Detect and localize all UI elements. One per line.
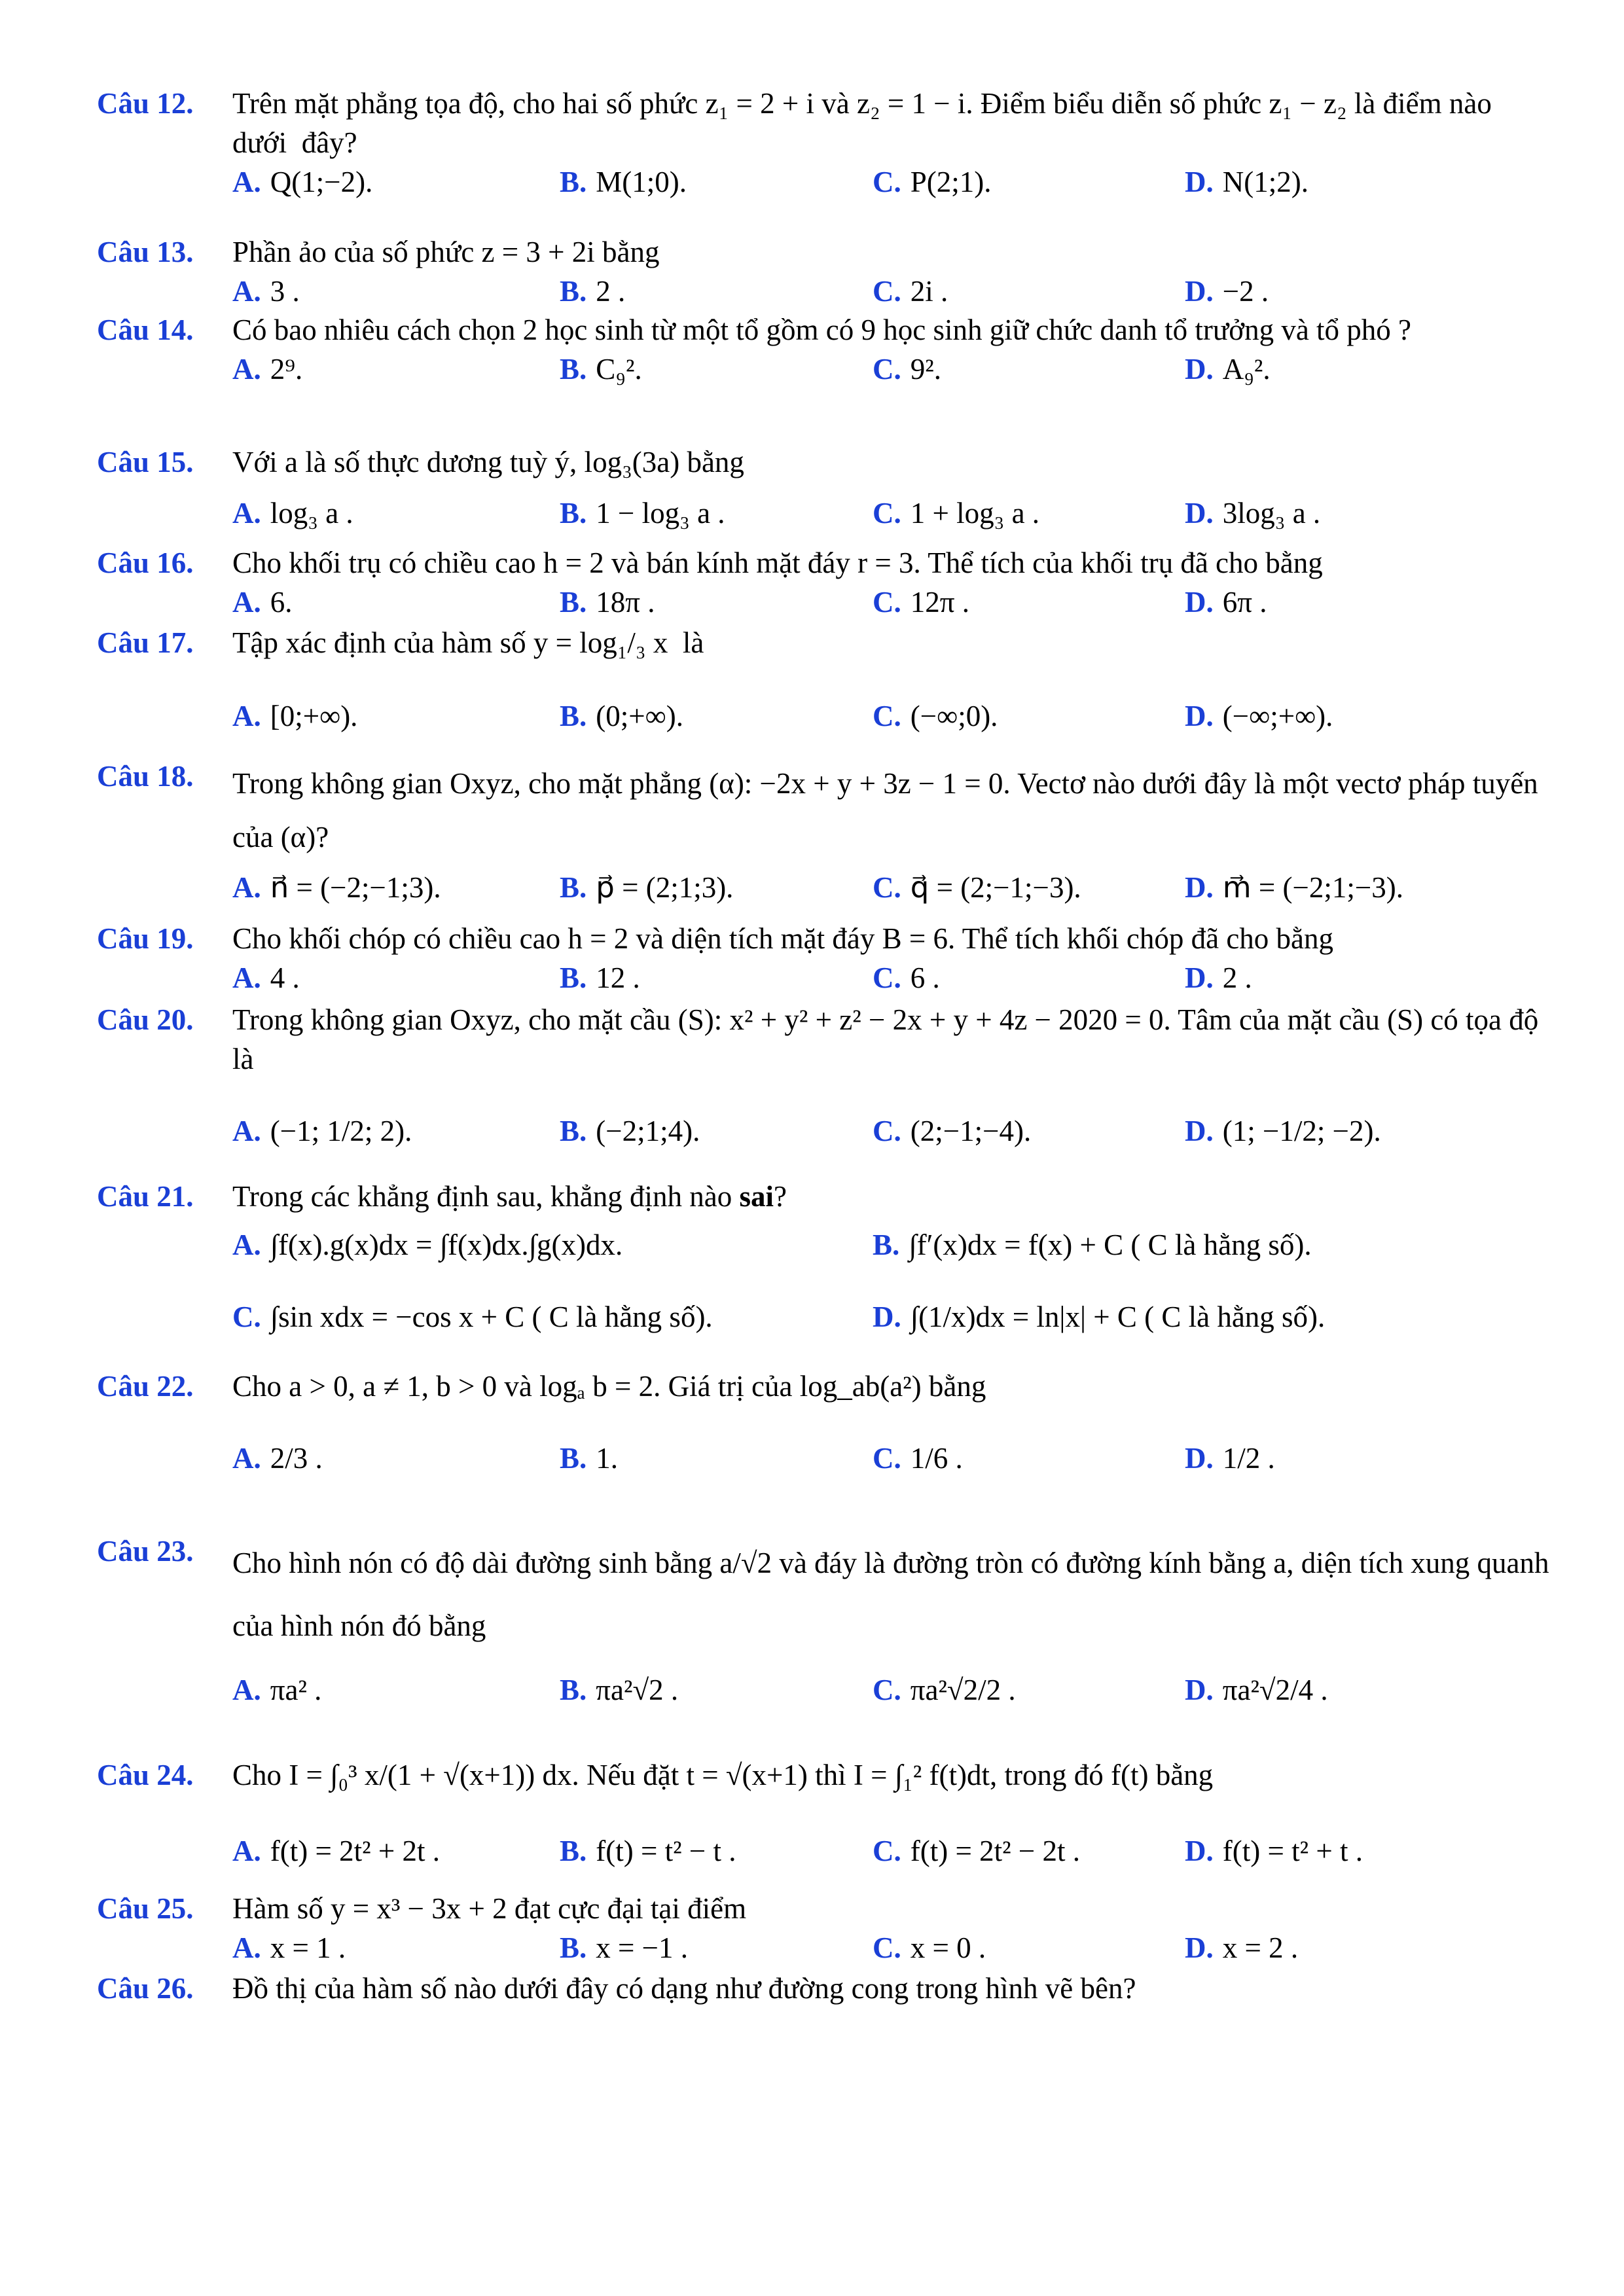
question-number: Câu 24. [97, 1759, 194, 1791]
question-number: Câu 25. [97, 1892, 194, 1925]
question-text: Cho khối trụ có chiều cao h = 2 và bán kính mặt đáy r = 3. Thể tích của khối trụ đã cho bằng [232, 547, 1323, 579]
option-a[interactable]: A. Q(1;−2). [232, 166, 373, 198]
option-d[interactable]: D. ∫(1/x)dx = ln|x| + C ( C là hằng số). [873, 1300, 1326, 1333]
option-c[interactable]: C. 1 + log₃ a . [873, 497, 1040, 529]
option-d[interactable]: D. (1; −1/2; −2). [1185, 1115, 1381, 1147]
option-a[interactable]: A. ∫f(x).g(x)dx = ∫f(x)dx.∫g(x)dx. [232, 1229, 623, 1261]
answer-options [232, 272, 1550, 314]
question-text: Hàm số y = x³ − 3x + 2 đạt cực đại tại điểm [232, 1892, 747, 1925]
answer-options [232, 1439, 1550, 1480]
option-b[interactable]: B. πa²√2 . [560, 1674, 679, 1706]
option-c[interactable]: C. ∫sin xdx = −cos x + C ( C là hằng số). [232, 1300, 713, 1333]
option-c[interactable]: C. f(t) = 2t² − 2t . [873, 1835, 1080, 1867]
option-d[interactable]: D. f(t) = t² + t . [1185, 1835, 1363, 1867]
option-d[interactable]: D. 6π . [1185, 586, 1267, 619]
option-c[interactable]: C. (2;−1;−4). [873, 1115, 1032, 1147]
question-number: Câu 21. [97, 1180, 194, 1213]
option-b[interactable]: B. ∫f′(x)dx = f(x) + C ( C là hằng số). [873, 1229, 1312, 1261]
option-b[interactable]: B. p⃗ = (2;1;3). [560, 871, 734, 904]
question-18 [97, 757, 1550, 910]
question-14 [97, 310, 1550, 391]
question-text: Cho hình nón có độ dài đường sinh bằng a/√2 và đáy là đường tròn có đường kính bằng a, diện tích xung quanh của hình nón đó bằng [232, 1547, 1557, 1642]
question-12 [97, 84, 1550, 204]
question-24 [97, 1755, 1550, 1873]
option-a[interactable]: A. log₃ a . [232, 497, 353, 529]
answer-options [232, 162, 1550, 204]
question-20 [97, 1000, 1550, 1153]
option-d[interactable]: D. x = 2 . [1185, 1931, 1299, 1964]
option-b[interactable]: B. 18π . [560, 586, 655, 619]
option-c[interactable]: C. q⃗ = (2;−1;−3). [873, 871, 1081, 904]
answer-options-row-1 [232, 1225, 1550, 1267]
question-text: Với a là số thực dương tuỳ ý, log₃(3a) bằng [232, 446, 744, 478]
answer-options [232, 958, 1550, 1000]
option-d[interactable]: D. 3log₃ a . [1185, 497, 1321, 529]
answer-options [232, 1831, 1550, 1873]
question-text: Trong không gian Oxyz, cho mặt phẳng (α): −2x + y + 3z − 1 = 0. Vectơ nào dưới đây là một vectơ pháp tuyến của (α)? [232, 767, 1545, 853]
option-a[interactable]: A. f(t) = 2t² + 2t . [232, 1835, 440, 1867]
option-a[interactable]: A. (−1; 1/2; 2). [232, 1115, 412, 1147]
option-c[interactable]: C. πa²√2/2 . [873, 1674, 1016, 1706]
question-19 [97, 919, 1550, 1000]
question-23 [97, 1532, 1557, 1712]
option-b[interactable]: B. (0;+∞). [560, 700, 683, 732]
option-a[interactable]: A. 4 . [232, 961, 300, 994]
question-number: Câu 12. [97, 87, 194, 120]
question-text: Trong các khẳng định sau, khẳng định nào sai? [232, 1180, 787, 1213]
answer-options [232, 1111, 1550, 1153]
question-21 [97, 1177, 1550, 1339]
option-b[interactable]: B. 12 . [560, 961, 640, 994]
option-d[interactable]: D. πa²√2/4 . [1185, 1674, 1328, 1706]
question-26 [97, 1969, 1550, 2008]
option-c[interactable]: C. 1/6 . [873, 1442, 963, 1475]
question-text: Cho I = ∫₀³ x/(1 + √(x+1)) dx. Nếu đặt t = √(x+1) thì I = ∫₁² f(t)dt, trong đó f(t) bằng [232, 1759, 1214, 1791]
option-c[interactable]: C. 6 . [873, 961, 940, 994]
answer-options [232, 350, 1550, 391]
option-c[interactable]: C. 12π . [873, 586, 969, 619]
question-number: Câu 15. [97, 446, 194, 478]
answer-options-row-2 [232, 1297, 1550, 1339]
option-c[interactable]: C. 2i . [873, 275, 948, 308]
option-b[interactable]: B. 1 − log₃ a . [560, 497, 725, 529]
option-a[interactable]: A. n⃗ = (−2;−1;3). [232, 871, 441, 904]
question-number: Câu 16. [97, 547, 194, 579]
option-d[interactable]: D. −2 . [1185, 275, 1269, 308]
option-a[interactable]: A. πa² . [232, 1674, 322, 1706]
option-d[interactable]: D. A₉². [1185, 353, 1271, 386]
question-number: Câu 17. [97, 626, 194, 659]
option-c[interactable]: C. 9². [873, 353, 941, 386]
option-b[interactable]: B. x = −1 . [560, 1931, 689, 1964]
option-c[interactable]: C. x = 0 . [873, 1931, 986, 1964]
question-text: Trên mặt phẳng tọa độ, cho hai số phức z₁ = 2 + i và z₂ = 1 − i. Điểm biểu diễn số phức z₁ − z₂ là điểm nào dưới đây? [232, 87, 1500, 159]
option-a[interactable]: A. 2/3 . [232, 1442, 323, 1475]
question-number: Câu 22. [97, 1370, 194, 1403]
question-number: Câu 26. [97, 1972, 194, 2005]
question-text: Đồ thị của hàm số nào dưới đây có dạng như đường cong trong hình vẽ bên? [232, 1972, 1136, 2005]
question-16 [97, 543, 1550, 624]
option-b[interactable]: B. C₉². [560, 353, 642, 386]
option-d[interactable]: D. m⃗ = (−2;1;−3). [1185, 871, 1403, 904]
answer-options [232, 868, 1550, 910]
question-13 [97, 232, 1550, 314]
question-number: Câu 20. [97, 1003, 194, 1036]
option-a[interactable]: A. 3 . [232, 275, 300, 308]
answer-options [232, 696, 1550, 738]
answer-options [232, 493, 1550, 535]
option-b[interactable]: B. 2 . [560, 275, 626, 308]
answer-options [232, 583, 1550, 624]
option-c[interactable]: C. (−∞;0). [873, 700, 998, 732]
option-d[interactable]: D. (−∞;+∞). [1185, 700, 1333, 732]
question-text: Có bao nhiêu cách chọn 2 học sinh từ một tổ gồm có 9 học sinh giữ chức danh tổ trưởng và tổ phó ? [232, 314, 1412, 346]
option-b[interactable]: B. M(1;0). [560, 166, 687, 198]
question-number: Câu 19. [97, 922, 194, 955]
question-text: Cho a > 0, a ≠ 1, b > 0 và logₐ b = 2. Giá trị của log_ab(a²) bằng [232, 1370, 986, 1403]
option-a[interactable]: A. x = 1 . [232, 1931, 346, 1964]
option-d[interactable]: D. N(1;2). [1185, 166, 1308, 198]
question-22 [97, 1367, 1550, 1480]
answer-options [232, 1928, 1550, 1970]
question-number: Câu 23. [97, 1535, 194, 1568]
question-number: Câu 13. [97, 236, 194, 268]
option-b[interactable]: B. (−2;1;4). [560, 1115, 700, 1147]
option-b[interactable]: B. f(t) = t² − t . [560, 1835, 736, 1867]
question-text: Phần ảo của số phức z = 3 + 2i bằng [232, 236, 660, 268]
question-text: Trong không gian Oxyz, cho mặt cầu (S): x² + y² + z² − 2x + y + 4z − 2020 = 0. Tâm của mặt cầu (S) có tọa độ là [232, 1003, 1546, 1075]
question-number: Câu 14. [97, 314, 194, 346]
question-number: Câu 18. [97, 760, 194, 793]
option-d[interactable]: D. 2 . [1185, 961, 1252, 994]
option-a[interactable]: A. [0;+∞). [232, 700, 358, 732]
question-25 [97, 1889, 1550, 1970]
answer-options [232, 1670, 1550, 1712]
question-text: Cho khối chóp có chiều cao h = 2 và diện tích mặt đáy B = 6. Thể tích khối chóp đã cho bằng [232, 922, 1334, 955]
option-c[interactable]: C. P(2;1). [873, 166, 992, 198]
question-15 [97, 442, 1550, 535]
option-a[interactable]: A. 6. [232, 586, 293, 619]
option-a[interactable]: A. 2⁹. [232, 353, 303, 386]
option-b[interactable]: B. 1. [560, 1442, 619, 1475]
question-17 [97, 623, 1550, 738]
question-text: Tập xác định của hàm số y = log₁/₃ x là [232, 626, 704, 659]
option-d[interactable]: D. 1/2 . [1185, 1442, 1275, 1475]
